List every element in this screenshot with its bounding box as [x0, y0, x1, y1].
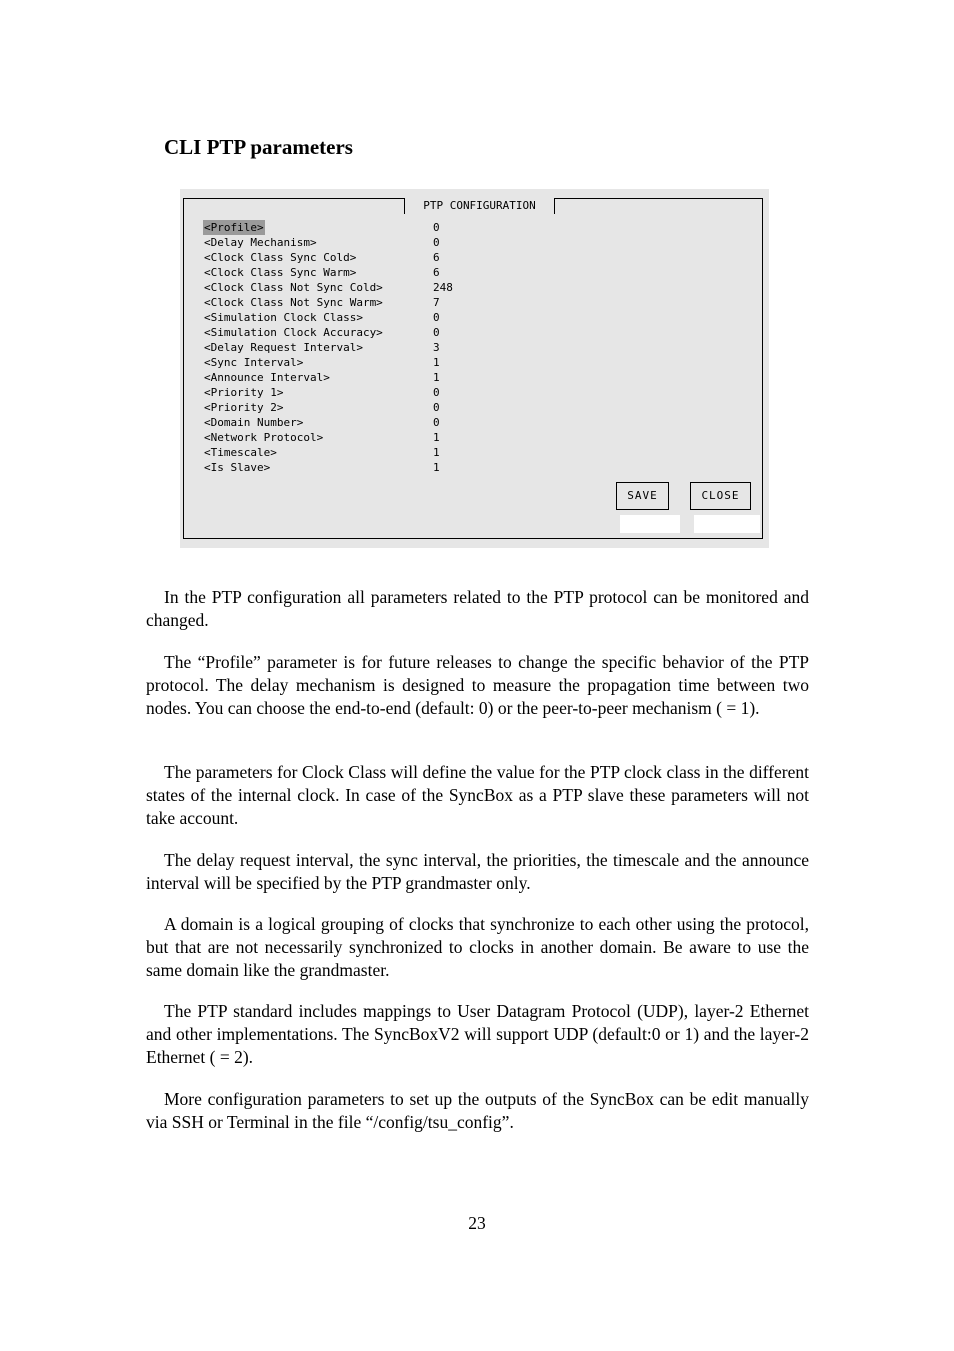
param-value: 0: [433, 401, 440, 414]
param-row-simulation-clock-class[interactable]: [203, 310, 503, 325]
paragraph-network-protocol: The PTP standard includes mappings to User Datagram Protocol (UDP), layer-2 Ethernet and other implementations. The SyncBoxV2 will support UDP (default:0 or 1) and the layer-2 Ethernet ( = 2).: [146, 1001, 809, 1067]
param-label: <Clock Class Sync Warm>: [204, 266, 357, 279]
paragraph-intro: In the PTP configuration all parameters related to the PTP protocol can be monitored and changed.: [146, 587, 809, 630]
close-button-shadow: [694, 515, 760, 533]
param-row-clock-class-not-sync-warm[interactable]: [203, 295, 503, 310]
param-label: <Simulation Clock Class>: [204, 311, 363, 324]
page-number: 23: [468, 1213, 486, 1233]
param-row-is-slave[interactable]: [203, 460, 503, 475]
param-value: 1: [433, 461, 440, 474]
param-row-clock-class-sync-warm[interactable]: [203, 265, 503, 280]
paragraph-clock-class: The parameters for Clock Class will define the value for the PTP clock class in the different states of the internal clock. In case of the SyncBox as a PTP slave these parameters will not take account.: [146, 762, 809, 828]
ptp-configuration-title: PTP CONFIGURATION: [404, 198, 555, 214]
param-label: <Delay Mechanism>: [204, 236, 317, 249]
param-value: 248: [433, 281, 453, 294]
save-button[interactable]: SAVE: [616, 482, 669, 510]
param-label: <Priority 2>: [204, 401, 284, 414]
param-value: 1: [433, 356, 440, 369]
param-value: 3: [433, 341, 440, 354]
param-value: 0: [433, 416, 440, 429]
param-row-network-protocol[interactable]: [203, 430, 503, 445]
param-label: <Is Slave>: [204, 461, 271, 474]
param-label: <Profile>: [204, 221, 264, 234]
param-value: 7: [433, 296, 440, 309]
section-heading: CLI PTP parameters: [164, 135, 353, 159]
param-label: <Priority 1>: [204, 386, 284, 399]
param-row-priority-2[interactable]: [203, 400, 503, 415]
paragraph-profile: The “Profile” parameter is for future releases to change the specific behavior of the PTP protocol. The delay mechanism is designed to measure the propagation time between two nodes. You can choose the end-to-end (default: 0) or the peer-to-peer mechanism ( = 1).: [146, 652, 809, 718]
paragraph-intervals: The delay request interval, the sync interval, the priorities, the timescale and the announce interval will be specified by the PTP grandmaster only.: [146, 850, 809, 893]
param-row-profile[interactable]: [203, 220, 503, 235]
param-row-priority-1[interactable]: [203, 385, 503, 400]
param-value: 1: [433, 371, 440, 384]
save-button-shadow: [620, 515, 680, 533]
param-label: <Network Protocol>: [204, 431, 324, 444]
paragraph-domain: A domain is a logical grouping of clocks that synchronize to each other using the protocol, but that are not necessarily synchronized to clocks in another domain. Be aware to use the same domain like the grandmaster.: [146, 914, 809, 980]
param-label: <Timescale>: [204, 446, 277, 459]
param-label: <Sync Interval>: [204, 356, 304, 369]
param-row-sync-interval[interactable]: [203, 355, 503, 370]
param-row-clock-class-not-sync-cold[interactable]: [203, 280, 503, 295]
param-row-delay-request-interval[interactable]: [203, 340, 503, 355]
ptp-parameter-list: [203, 220, 503, 475]
param-label: <Clock Class Not Sync Cold>: [204, 281, 383, 294]
param-row-simulation-clock-accuracy[interactable]: [203, 325, 503, 340]
param-value: 0: [433, 236, 440, 249]
param-row-announce-interval[interactable]: [203, 370, 503, 385]
param-value: 0: [433, 386, 440, 399]
param-value: 0: [433, 221, 440, 234]
param-value: 6: [433, 251, 440, 264]
param-value: 6: [433, 266, 440, 279]
param-label: <Simulation Clock Accuracy>: [204, 326, 383, 339]
param-row-clock-class-sync-cold[interactable]: [203, 250, 503, 265]
param-label: <Clock Class Sync Cold>: [204, 251, 357, 264]
param-value: 1: [433, 431, 440, 444]
param-label: <Announce Interval>: [204, 371, 330, 384]
param-row-domain-number[interactable]: [203, 415, 503, 430]
param-row-timescale[interactable]: [203, 445, 503, 460]
paragraph-more-config: More configuration parameters to set up the outputs of the SyncBox can be edit manually via SSH or Terminal in the file “/config/tsu_config”.: [146, 1089, 809, 1132]
param-label: <Domain Number>: [204, 416, 304, 429]
param-value: 1: [433, 446, 440, 459]
param-value: 0: [433, 311, 440, 324]
param-row-delay-mechanism[interactable]: [203, 235, 503, 250]
param-value: 0: [433, 326, 440, 339]
param-label: <Delay Request Interval>: [204, 341, 363, 354]
close-button[interactable]: CLOSE: [690, 482, 751, 510]
param-label: <Clock Class Not Sync Warm>: [204, 296, 383, 309]
